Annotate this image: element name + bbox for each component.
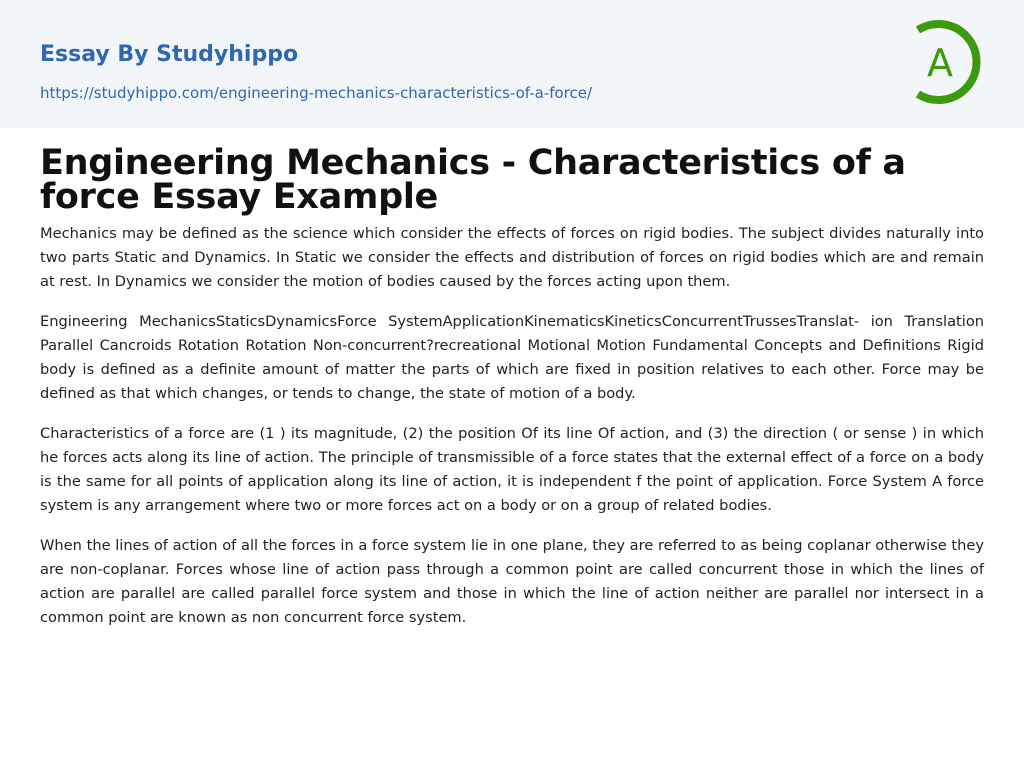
article-title: Engineering Mechanics - Characteristics of a force Essay Example — [40, 143, 906, 217]
site-header — [0, 0, 1024, 128]
article-paragraph: Engineering MechanicsStaticsDynamicsForce SystemApplicationKinematicsKineticsConcurrentTrussesTranslat- ion Translation Parallel Cancroids Rotation Rotation Non-concurrent?recreational Motional Motion Fundamental Concepts and Definitions Rigid body is defined as a definite amount of matter the parts of which are fixed in position relatives to each other. Force may be defined as that which changes, or tends to change, the state of motion of a body. — [40, 313, 984, 402]
logo-letter: A — [927, 41, 953, 85]
brand-title: Essay By Studyhippo — [40, 42, 299, 67]
article — [0, 143, 1024, 630]
article-url-link[interactable]: https://studyhippo.com/engineering-mechanics-characteristics-of-a-force/ — [40, 84, 593, 102]
studyhippo-logo-icon[interactable] — [906, 18, 990, 106]
article-paragraph: When the lines of action of all the forces in a force system lie in one plane, they are referred to as being coplanar otherwise they are non-coplanar. Forces whose line of action pass through a common point are called concurrent those in which the lines of action are parallel are called parallel force system and those in which the line of action neither are parallel nor intersect in a common point are known as non concurrent force system. — [40, 537, 984, 626]
article-paragraph: Mechanics may be defined as the science which consider the effects of forces on rigid bodies. The subject divides naturally into two parts Static and Dynamics. In Static we consider the effects and distribution of forces on rigid bodies which are and remain at rest. In Dynamics we consider the motion of bodies caused by the forces acting upon them. — [40, 225, 984, 290]
article-paragraph: Characteristics of a force are (1 ) its magnitude, (2) the position Of its line Of action, and (3) the direction ( or sense ) in which he forces acts along its line of action. The principle of transmissible of a force states that the external effect of a force on a body is the same for all points of application along its line of action, it is independent f the point of application. Force System A force system is any arrangement where two or more forces act on a body or on a group of related bodies. — [40, 425, 984, 514]
